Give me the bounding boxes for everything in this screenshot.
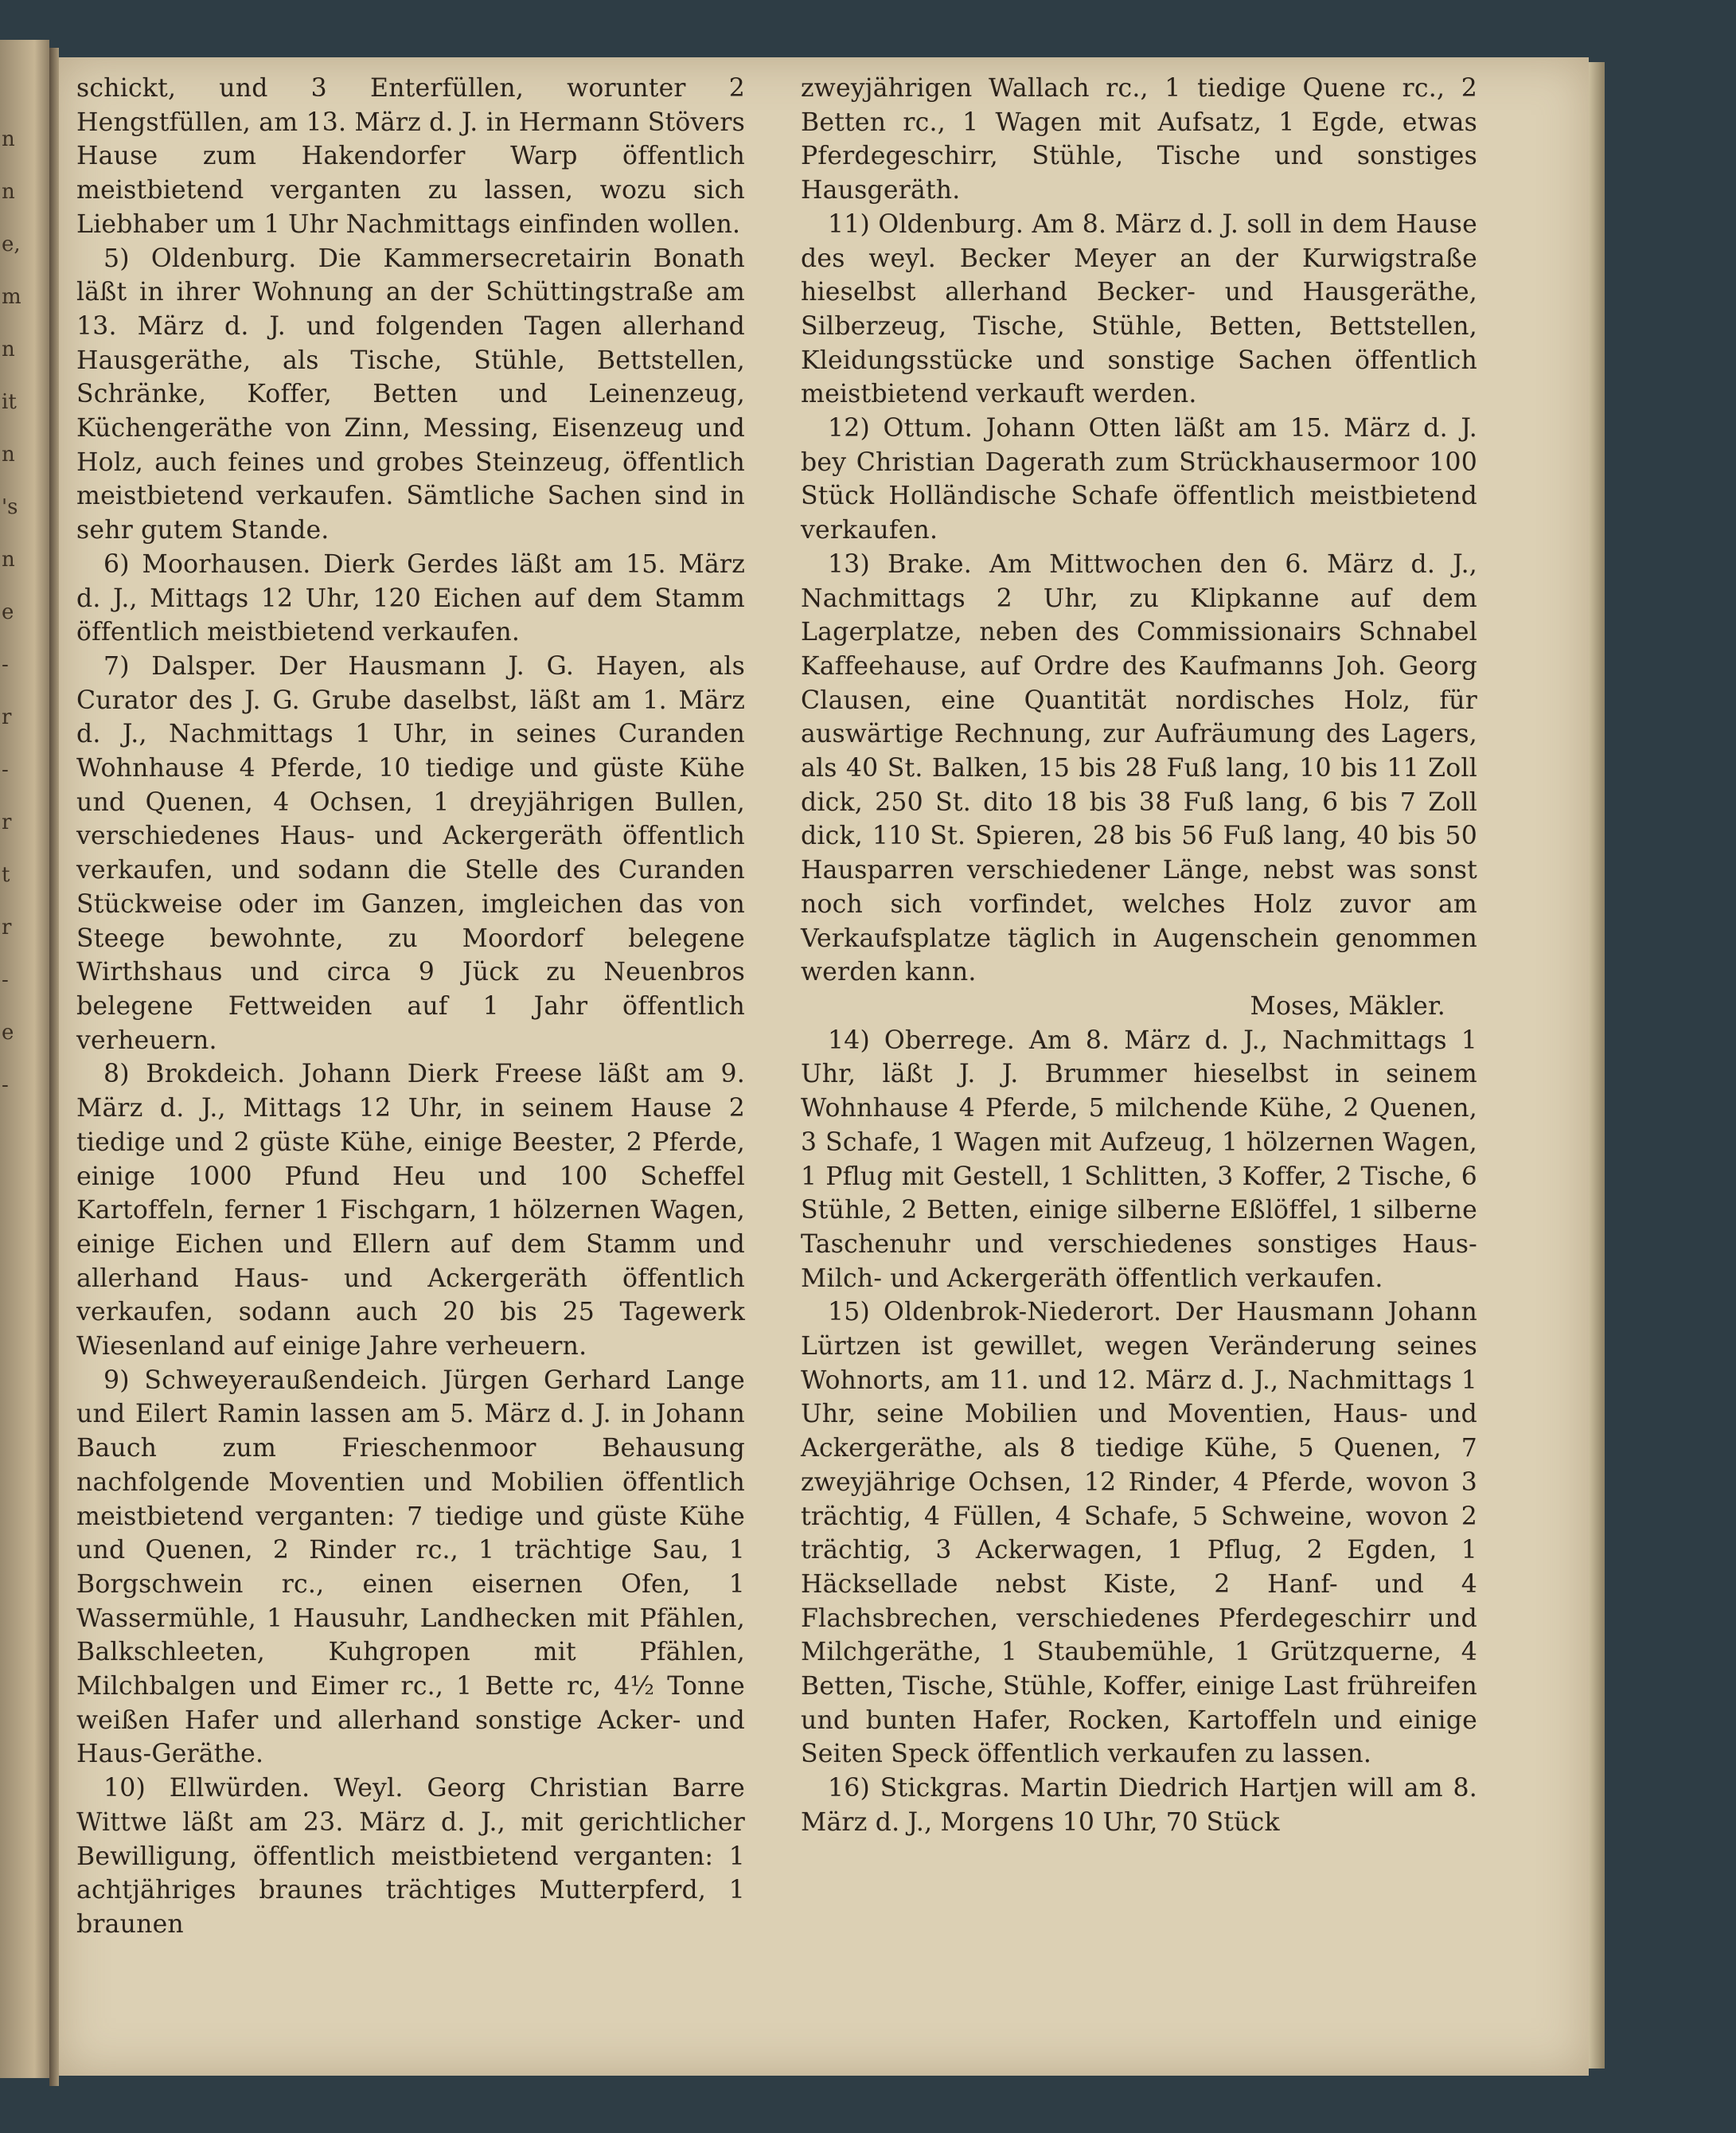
- entry-13-brake: 13) Brake. Am Mittwochen den 6. März d. J., Nachmittags 2 Uhr, zu Klipkanne auf dem Lagerplatze, neben des Commissionairs Schnabel Kaffeehause, auf Ordre des Kaufmanns Joh. Georg Clausen, eine Quantität nordisches Holz, für auswärtige Rechnung, zur Aufräumung des Lagers, als 40 St. Balken, 15 bis 28 Fuß lang, 10 bis 11 Zoll dick, 250 St. dito 18 bis 38 Fuß lang, 6 bis 7 Zoll dick, 110 St. Spieren, 28 bis 56 Fuß lang, 40 bis 50 Hausparren verschiedener Länge, nebst was sonst noch sich vorfindet, welches Holz zuvor am Verkaufsplatze täglich in Augenschein genommen werden kann.: [801, 549, 1477, 987]
- facing-page-fragment: n: [2, 443, 15, 467]
- facing-page-fragment: 's: [2, 495, 18, 519]
- page-edge: [1589, 62, 1605, 2069]
- entry-5-oldenburg: 5) Oldenburg. Die Kammersecretairin Bonath läßt in ihrer Wohnung an der Schüttingstraße am 13. März d. J. und folgenden Tagen allerhand Hausgeräthe, als Tische, Stühle, Bettstellen, Schränke, Koffer, Betten und Leinenzeug, Küchengeräthe von Zinn, Messing, Eisenzeug und Holz, auch feines und grobes Steinzeug, öffentlich meistbietend verkaufen. Sämtliche Sachen sind in sehr gutem Stande.: [76, 244, 745, 545]
- facing-page-fragment: n: [2, 180, 15, 204]
- facing-page-fragment: n: [2, 548, 15, 572]
- entry-15-oldenbrok-niederort: 15) Oldenbrok-Niederort. Der Hausmann Johann Lürtzen ist gewillet, wegen Veränderung seines Wohnorts, am 11. und 12. März d. J., Nachmittags 1 Uhr, seine Mobilien und Moventien, Haus- und Ackergeräthe, als 8 tiedige Kühe, 5 Quenen, 7 zweyjährige Ochsen, 12 Rinder, 4 Pferde, wovon 3 trächtig, 4 Füllen, 4 Schafe, 5 Schweine, wovon 2 trächtig, 3 Ackerwagen, 1 Pflug, 2 Egden, 1 Häcksellade nebst Kiste, 2 Hanf- und 4 Flachsbrechen, verschiedenes Pferdegeschirr und Milchgeräthe, 1 Staubemühle, 1 Grützquerne, 4 Betten, Tische, Stühle, Koffer, einige Last frühreifen und bunten Hafer, Rocken, Kartoffeln und einige Seiten Speck öffentlich verkaufen zu lassen.: [801, 1298, 1477, 1769]
- facing-page-fragment: -: [2, 653, 9, 677]
- facing-page-fragment: t: [2, 863, 10, 887]
- facing-page-fragment: -: [2, 968, 9, 992]
- entry-16-stickgras: 16) Stickgras. Martin Diedrich Hartjen will am 8. März d. J., Morgens 10 Uhr, 70 Stück: [801, 1774, 1477, 1837]
- signature-moses: Moses, Mäkler.: [1250, 991, 1445, 1021]
- facing-page-fragment: e: [2, 1021, 14, 1045]
- facing-page-fragment: n: [2, 127, 15, 151]
- facing-page-fragment: e,: [2, 232, 21, 256]
- facing-page-fragment: m: [2, 285, 21, 309]
- facing-page-fragment: -: [2, 758, 9, 782]
- left-column: [76, 72, 745, 1942]
- facing-page-fragment: r: [2, 705, 12, 729]
- facing-page-fragment: r: [2, 811, 12, 834]
- entry-6-moorhausen: 6) Moorhausen. Dierk Gerdes läßt am 15. März d. J., Mittags 12 Uhr, 120 Eichen auf dem Stamm öffentlich meistbietend verkaufen.: [76, 549, 745, 647]
- right-column: [801, 72, 1477, 1840]
- entry-14-oberrege: 14) Oberrege. Am 8. März d. J., Nachmittags 1 Uhr, läßt J. J. Brummer hieselbst in seinem Wohnhause 4 Pferde, 5 milchende Kühe, 2 Quenen, 3 Schafe, 1 Wagen mit Aufzeug, 1 hölzernen Wagen, 1 Pflug mit Gestell, 1 Schlitten, 3 Koffer, 2 Tische, 6 Stühle, 2 Betten, einige silberne Eßlöffel, 1 silberne Taschenuhr und verschiedenes sonstiges Haus- Milch- und Ackergeräth öffentlich verkaufen.: [801, 1025, 1477, 1293]
- facing-page-fragment: -: [2, 1073, 9, 1097]
- entry-8-brokdeich: 8) Brokdeich. Johann Dierk Freese läßt am 9. März d. J., Mittags 12 Uhr, in seinem Hause 2 tiedige und 2 güste Kühe, einige Beester, 2 Pferde, einige 1000 Pfund Heu und 100 Scheffel Kartoffeln, ferner 1 Fischgarn, 1 hölzernen Wagen, einige Eichen und Ellern auf dem Stamm und allerhand Haus- und Ackergeräth öffentlich verkaufen, sodann auch 20 bis 25 Tagewerk Wiesenland auf einige Jahre verheuern.: [76, 1060, 745, 1361]
- entry-10-ellwuerden: 10) Ellwürden. Weyl. Georg Christian Barre Wittwe läßt am 23. März d. J., mit gerichtlicher Bewilligung, öffentlich meistbietend verganten: 1 achtjähriges braunes trächtiges Mutterpferd, 1 braunen: [76, 1774, 745, 1939]
- facing-page-edge: [0, 40, 49, 2078]
- entry-9-schweyeraussendeich: 9) Schweyeraußendeich. Jürgen Gerhard Lange und Eilert Ramin lassen am 5. März d. J. in Johann Bauch zum Frieschenmoor Behausung nachfolgende Moventien und Mobilien öffentlich meistbietend verganten: 7 tiedige und güste Kühe und Quenen, 2 Rinder rc., 1 trächtige Sau, 1 Borgschwein rc., einen eisernen Ofen, 1 Wassermühle, 1 Hausuhr, Landhecken mit Pfählen, Balkschleeten, Kuhgropen mit Pfählen, Milchbalgen und Eimer rc., 1 Bette rc, 4½ Tonne weißen Hafer und allerhand sonstige Acker- und Haus-Geräthe.: [76, 1365, 745, 1769]
- facing-page-fragment: r: [2, 916, 12, 940]
- facing-page-fragment: it: [2, 390, 17, 414]
- book-gutter: [49, 48, 59, 2086]
- facing-page-fragment: e: [2, 600, 14, 624]
- para-continued: schickt, und 3 Enterfüllen, worunter 2 Hengstfüllen, am 13. März d. J. in Hermann Stövers Hause zum Hakendorfer Warp öffentlich meistbietend verganten zu lassen, wozu sich Liebhaber um 1 Uhr Nachmittags einfinden wollen.: [76, 74, 745, 239]
- facing-page-fragment: n: [2, 338, 15, 361]
- entry-7-dalsper: 7) Dalsper. Der Hausmann J. G. Hayen, als Curator des J. G. Grube daselbst, läßt am 1. März d. J., Nachmittags 1 Uhr, in seines Curanden Wohnhause 4 Pferde, 10 tiedige und güste Kühe und Quenen, 4 Ochsen, 1 dreyjährigen Bullen, verschiedenes Haus- und Ackergeräth öffentlich verkaufen, und sodann die Stelle des Curanden Stückweise oder im Ganzen, imgleichen das von Steege bewohnte, zu Moordorf belegene Wirthshaus und circa 9 Jück zu Neuenbros belegene Fettweiden auf 1 Jahr öffentlich verheuern.: [76, 651, 745, 1055]
- para-continued: zweyjährigen Wallach rc., 1 tiedige Quene rc., 2 Betten rc., 1 Wagen mit Aufsatz, 1 Egde, etwas Pferdegeschirr, Stühle, Tische und sonstiges Hausgeräth.: [801, 74, 1477, 205]
- entry-12-ottum: 12) Ottum. Johann Otten läßt am 15. März d. J. bey Christian Dagerath zum Strückhausermoor 100 Stück Holländische Schafe öffentlich meistbietend verkaufen.: [801, 414, 1477, 545]
- entry-11-oldenburg: 11) Oldenburg. Am 8. März d. J. soll in dem Hause des weyl. Becker Meyer an der Kurwigstraße hieselbst allerhand Becker- und Hausgeräthe, Silberzeug, Tische, Stühle, Betten, Bettstellen, Kleidungsstücke und sonstige Sachen öffentlich meistbietend verkauft werden.: [801, 209, 1477, 409]
